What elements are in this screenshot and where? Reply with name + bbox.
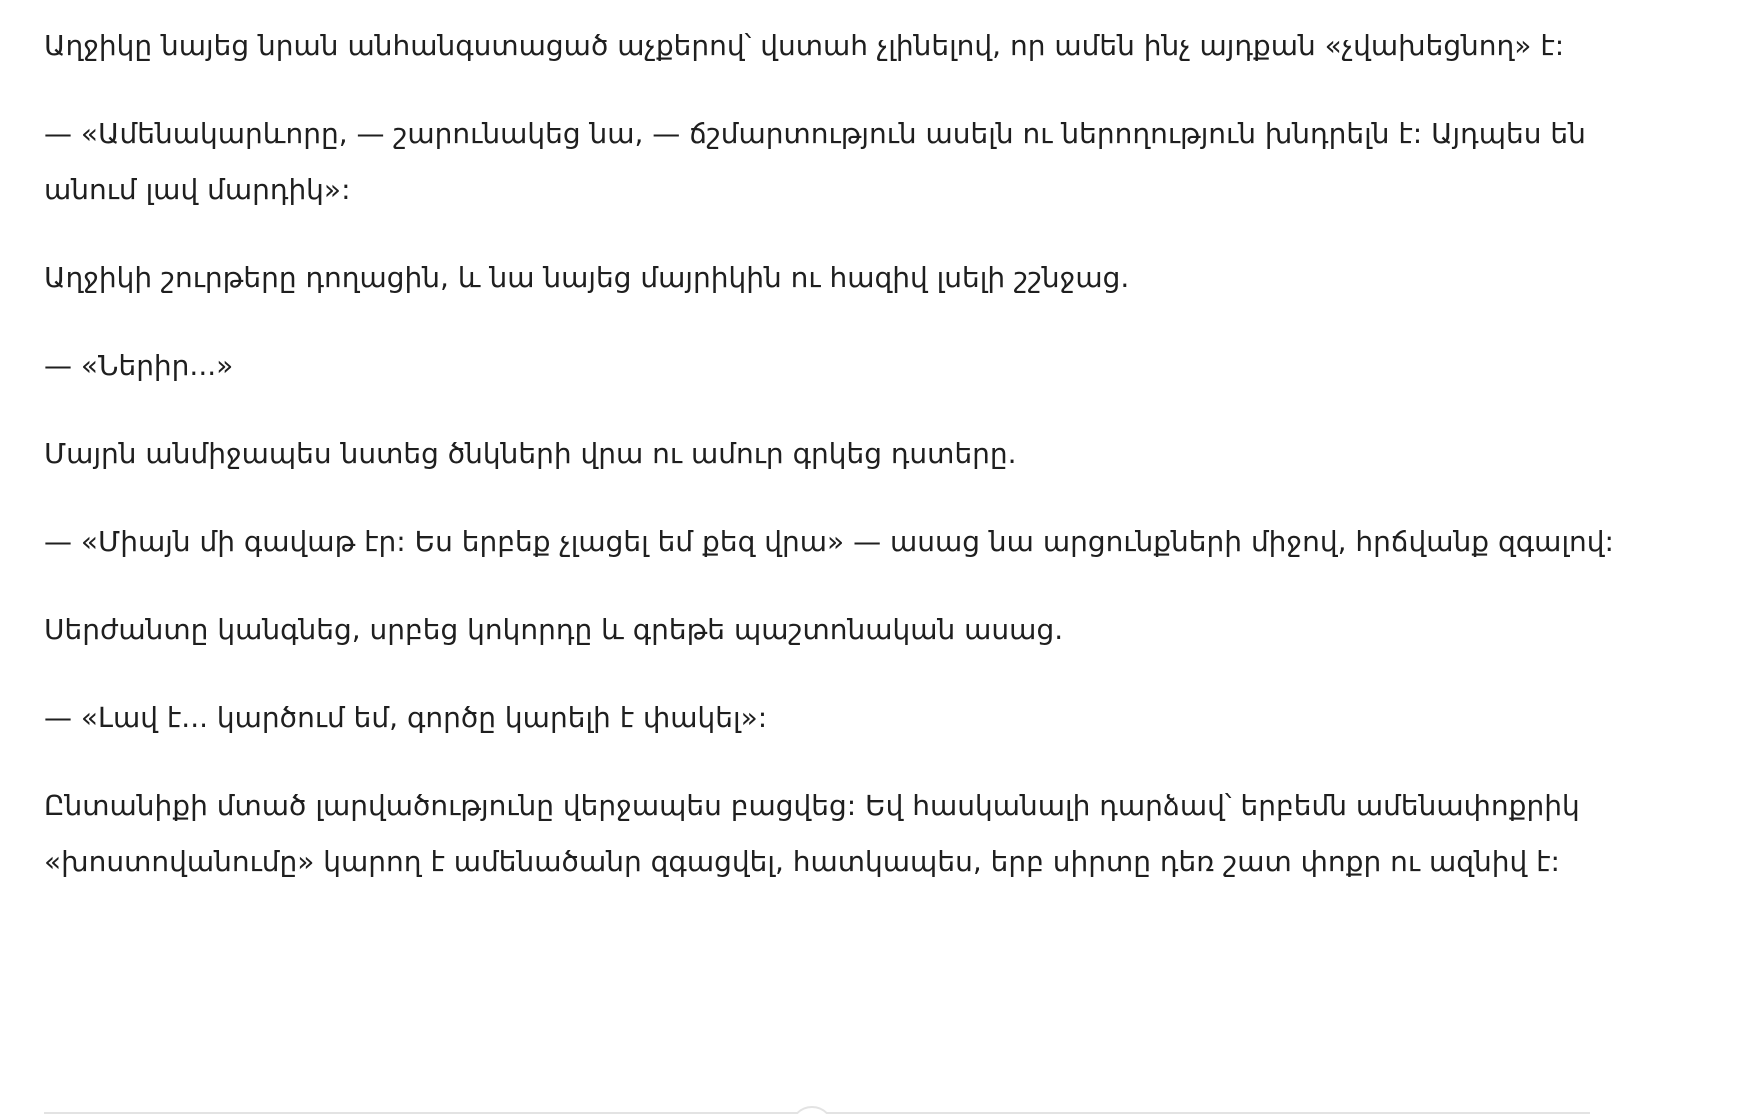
paragraph-8: — «Լավ է... կարծում եմ, գործը կարելի է փակել»: — [44, 701, 768, 734]
paragraph-5: Մայրն անմիջապես նստեց ծնկների վրա ու ամուր գրկեց դստերը. — [44, 437, 1017, 470]
paragraph-3: Աղջիկի շուրթերը դողացին, և նա նայեց մայրիկին ու հազիվ լսելի շշնջաց. — [44, 261, 1130, 294]
article-body — [44, 18, 1614, 922]
paragraph-2: — «Ամենակարևորը, — շարունակեց նա, — ճշմարտություն ասելն ու ներողություն խնդրելն է: Այդպես են անում լավ մարդիկ»: — [44, 117, 1586, 206]
paragraph-6: — «Միայն մի գավաթ էր: Ես երբեք չլացել եմ քեզ վրա» — ասաց նա արցունքների միջով, հրճվանք զգալով: — [44, 525, 1614, 558]
paragraph-7: Սերժանտը կանգնեց, սրբեց կոկորդը և գրեթե պաշտոնական ասաց. — [44, 613, 1064, 646]
paragraph-4: — «Ներիր...» — [44, 349, 234, 382]
paragraph-9: Ընտանիքի մտած լարվածությունը վերջապես բացվեց: Եվ հասկանալի դարձավ՝ երբեմն ամենափոքրիկ «խոստովանումը» կարող է ամենածանր զգացվել, հատկապես, երբ սիրտը դեռ շատ փոքր ու ազնիվ է: — [44, 789, 1580, 878]
paragraph-1: Աղջիկը նայեց նրան անհանգստացած աչքերով՝ վստահ չլինելով, որ ամեն ինչ այդքան «չվախեցնող» է: — [44, 29, 1565, 62]
scroll-down-button[interactable] — [790, 1106, 834, 1114]
